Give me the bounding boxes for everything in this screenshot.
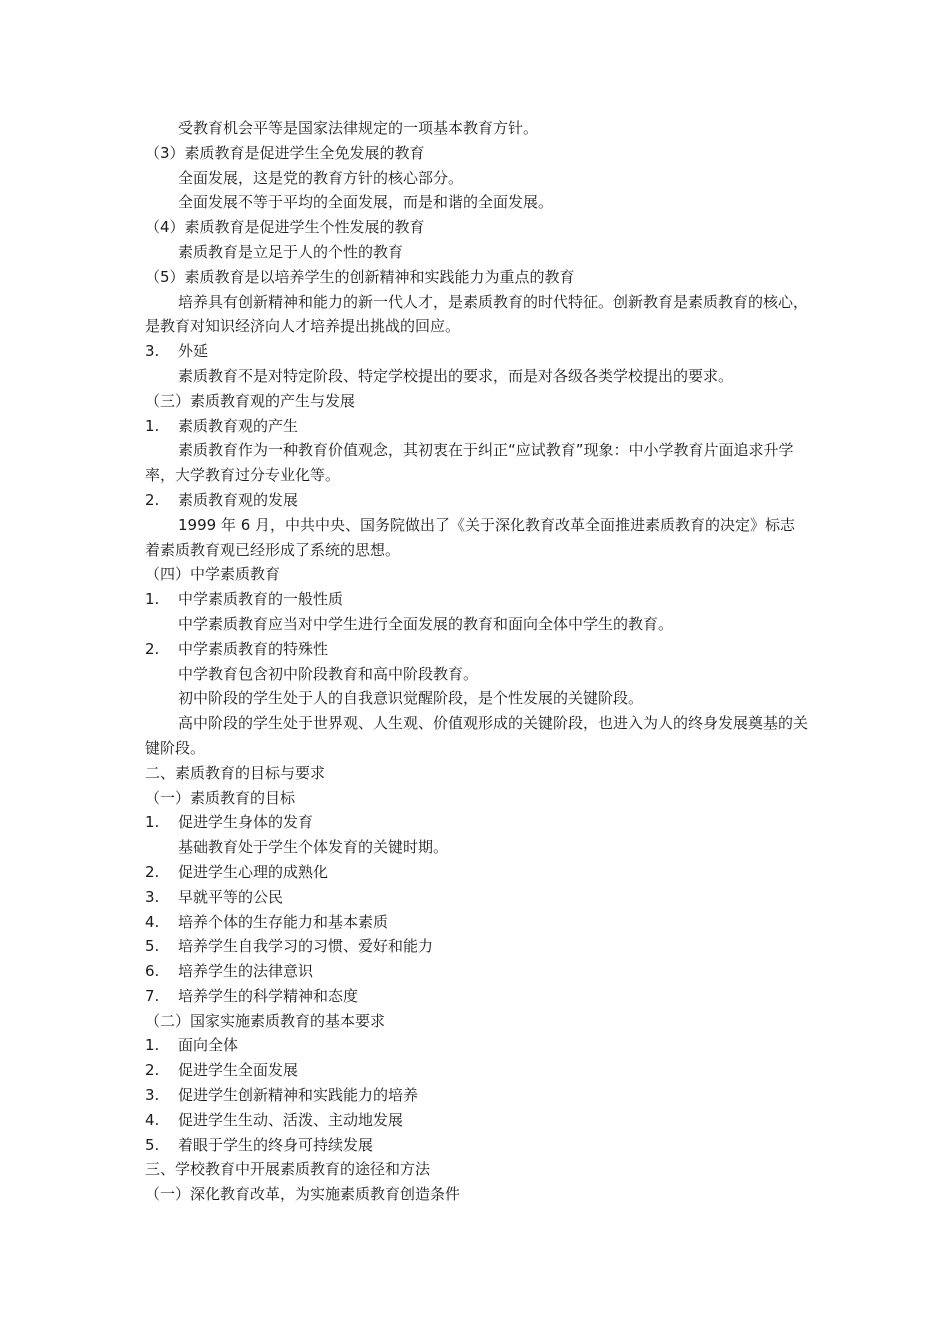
heading-line: （三）素质教育观的产生与发展	[145, 391, 356, 410]
paragraph: 培养具有创新精神和能力的新一代人才，是素质教育的时代特征。创新教育是素质教育的核心，是教育对知识经济向人才培养提出挑战的回应。	[145, 292, 809, 336]
item-text: 素质教育观的产生	[178, 416, 299, 435]
heading-line: （一）素质教育的目标	[145, 788, 296, 807]
numbered-item	[145, 488, 810, 513]
numbered-item	[145, 885, 810, 910]
item-number: 1.	[145, 813, 160, 832]
indented-line: 初中阶段的学生处于人的自我意识觉醒阶段，是个性发展的关键阶段。	[178, 689, 644, 708]
item-text: 培养个体的生存能力和基本素质	[178, 912, 389, 931]
item-text: 面向全体	[178, 1036, 239, 1055]
item-number: 5.	[145, 937, 160, 956]
item-number: 4.	[145, 912, 160, 931]
item-number: 1.	[145, 590, 160, 609]
item-number: 5.	[145, 1135, 160, 1154]
numbered-item	[145, 934, 810, 959]
item-number: 2.	[145, 639, 160, 658]
indented-line: 素质教育是立足于人的个性的教育	[178, 242, 404, 261]
item-number: 2.	[145, 1061, 160, 1080]
item-number: 1.	[145, 416, 160, 435]
numbered-item	[145, 637, 810, 662]
numbered-item	[145, 984, 810, 1009]
item-number: 7.	[145, 986, 160, 1005]
item-text: 培养学生的科学精神和态度	[178, 986, 359, 1005]
item-text: 促进学生生动、活泼、主动地发展	[178, 1110, 404, 1129]
item-number: 3.	[145, 342, 160, 361]
item-number: 3.	[145, 1086, 160, 1105]
item-number: 3.	[145, 887, 160, 906]
item-number: 6.	[145, 962, 160, 981]
indented-line: 素质教育不是对特定阶段、特定学校提出的要求，而是对各级各类学校提出的要求。	[178, 366, 734, 385]
numbered-item	[145, 339, 810, 364]
item-text: 促进学生身体的发育	[178, 813, 314, 832]
item-text: 培养学生自我学习的习惯、爱好和能力	[178, 937, 434, 956]
item-text: 外延	[178, 342, 209, 361]
numbered-item	[145, 910, 810, 935]
heading-line: 三、学校教育中开展素质教育的途径和方法	[145, 1160, 431, 1179]
numbered-item	[145, 1083, 810, 1108]
item-text: 中学素质教育的一般性质	[178, 590, 344, 609]
item-text: 早就平等的公民	[178, 887, 284, 906]
item-number: 4.	[145, 1110, 160, 1129]
numbered-item	[145, 1108, 810, 1133]
heading-line: （一）深化教育改革，为实施素质教育创造条件	[145, 1185, 461, 1204]
paragraph: 素质教育作为一种教育价值观念，其初衷在于纠正“应试教育”现象：中小学教育片面追求升学率，大学教育过分专业化等。	[145, 441, 794, 485]
heading-line: （3）素质教育是促进学生全免发展的教育	[145, 143, 425, 162]
item-text: 素质教育观的发展	[178, 490, 299, 509]
item-text: 着眼于学生的终身可持续发展	[178, 1135, 374, 1154]
paragraph: 高中阶段的学生处于世界观、人生观、价值观形成的关键阶段，也进入为人的终身发展奠基的关键阶段。	[145, 714, 809, 757]
document-body	[145, 116, 810, 1207]
heading-line: （5）素质教育是以培养学生的创新精神和实践能力为重点的教育	[145, 267, 575, 286]
indented-line: 全面发展不等于平均的全面发展，而是和谐的全面发展。	[178, 193, 554, 212]
heading-line: （四）中学素质教育	[145, 565, 281, 584]
indented-line: 受教育机会平等是国家法律规定的一项基本教育方针。	[178, 119, 539, 137]
heading-line: 二、素质教育的目标与要求	[145, 763, 326, 782]
heading-line: （二）国家实施素质教育的基本要求	[145, 1011, 386, 1030]
paragraph: 1999 年 6 月，中共中央、国务院做出了《关于深化教育改革全面推进素质教育的决定》标志着素质教育观已经形成了系统的思想。	[145, 515, 796, 559]
indented-line: 中学教育包含初中阶段教育和高中阶段教育。	[178, 664, 479, 683]
numbered-item	[145, 587, 810, 612]
item-text: 促进学生创新精神和实践能力的培养	[178, 1086, 419, 1105]
indented-line: 全面发展，这是党的教育方针的核心部分。	[178, 168, 464, 187]
item-text: 促进学生全面发展	[178, 1061, 299, 1080]
numbered-item	[145, 810, 810, 835]
numbered-item	[145, 1133, 810, 1158]
numbered-item	[145, 1033, 810, 1058]
numbered-item	[145, 959, 810, 984]
item-number: 1.	[145, 1036, 160, 1055]
item-number: 2.	[145, 490, 160, 509]
numbered-item	[145, 860, 810, 885]
item-text: 促进学生心理的成熟化	[178, 862, 329, 881]
numbered-item	[145, 1058, 810, 1083]
indented-line: 中学素质教育应当对中学生进行全面发展的教育和面向全体中学生的教育。	[178, 614, 674, 633]
item-number: 2.	[145, 862, 160, 881]
numbered-item	[145, 414, 810, 439]
item-text: 中学素质教育的特殊性	[178, 639, 329, 658]
indented-line: 基础教育处于学生个体发育的关键时期。	[178, 838, 449, 857]
heading-line: （4）素质教育是促进学生个性发展的教育	[145, 218, 425, 237]
item-text: 培养学生的法律意识	[178, 962, 314, 981]
